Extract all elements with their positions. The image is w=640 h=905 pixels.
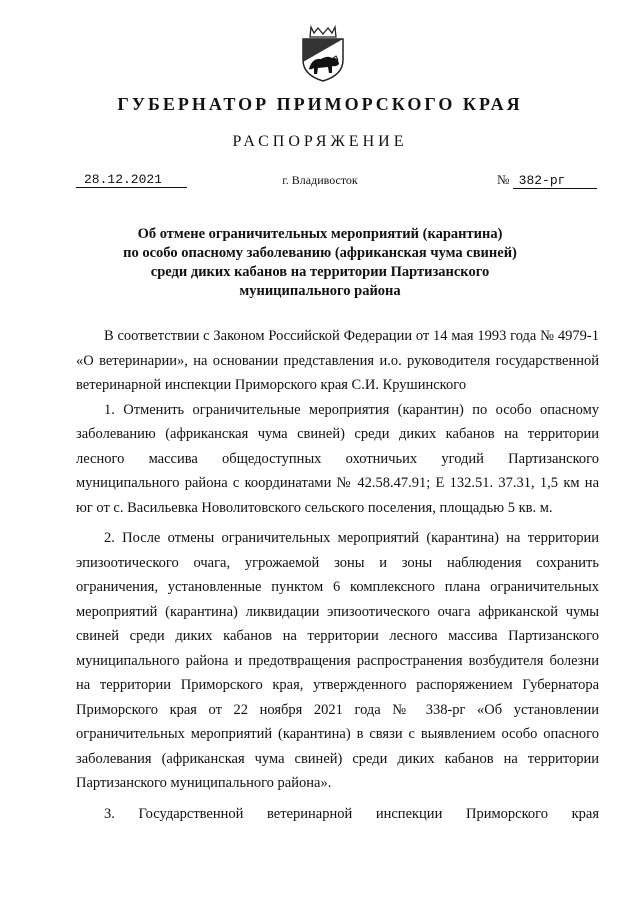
preamble-paragraph: В соответствии с Законом Российской Федерации от 14 мая 1993 года № 4979-1 «О ветеринарии», на основании представления и.о. руководителя государственной ветеринарной инспекции Приморского края С.И. Крушинского bbox=[76, 328, 599, 393]
document-city: г. Владивосток bbox=[282, 173, 358, 187]
heading-line: по особо опасному заболеванию (африканская чума свиней) bbox=[123, 245, 517, 261]
item-2-paragraph: 2. После отмены ограничительных мероприятий (карантина) на территории эпизоотического очага, угрожаемой зоны и зоны наблюдения сохранить ограничения, установленные пунктом 6 комплексного плана ограничительных мероприятий (карантина) ликвидации эпизоотического очага африканской чумы свиней среди диких кабанов на территории лесного массива Партизанского муниципального района и предотвращения распространения возбудителя болезни на территории Приморского края, утвержденного распоряжением Губернатора Приморского края от 22 ноября 2021 года № 338-рг «Об установлении ограничительных мероприятий (карантина) в связи с выявлением особо опасного заболевания (африканская чума свиней) среди диких кабанов на территории Партизанского муниципального района». bbox=[76, 530, 599, 791]
item-1-paragraph: 1. Отменить ограничительные мероприятия (карантин) по особо опасному заболеванию (африканская чума свиней) среди диких кабанов на территории лесного массива общедоступных охотничьих угодий Партизанского муниципального района с координатами № 42.58.47.91; Е 132.51. 37.31, 1,5 км на юг от с. Васильевка Новолитовского сельского поселения, площадью 5 кв. м. bbox=[76, 401, 599, 516]
document-number bbox=[497, 172, 597, 189]
item-3-paragraph: 3. Государственной ветеринарной инспекции Приморского края bbox=[104, 805, 599, 822]
document-heading bbox=[100, 225, 540, 301]
heading-line: муниципального района bbox=[239, 283, 401, 299]
governor-title: ГУБЕРНАТОР ПРИМОРСКОГО КРАЯ bbox=[117, 94, 523, 114]
document-body bbox=[76, 324, 599, 826]
coat-of-arms-emblem bbox=[298, 24, 348, 82]
heading-line: среди диких кабанов на территории Партизанского bbox=[150, 264, 490, 280]
number-prefix: № bbox=[497, 172, 510, 187]
number-value: 382-рг bbox=[513, 173, 597, 189]
document-date: 28.12.2021 bbox=[76, 172, 187, 188]
heading-line: Об отмене ограничительных мероприятий (карантина) bbox=[137, 226, 503, 242]
document-type: РАСПОРЯЖЕНИЕ bbox=[232, 133, 408, 150]
